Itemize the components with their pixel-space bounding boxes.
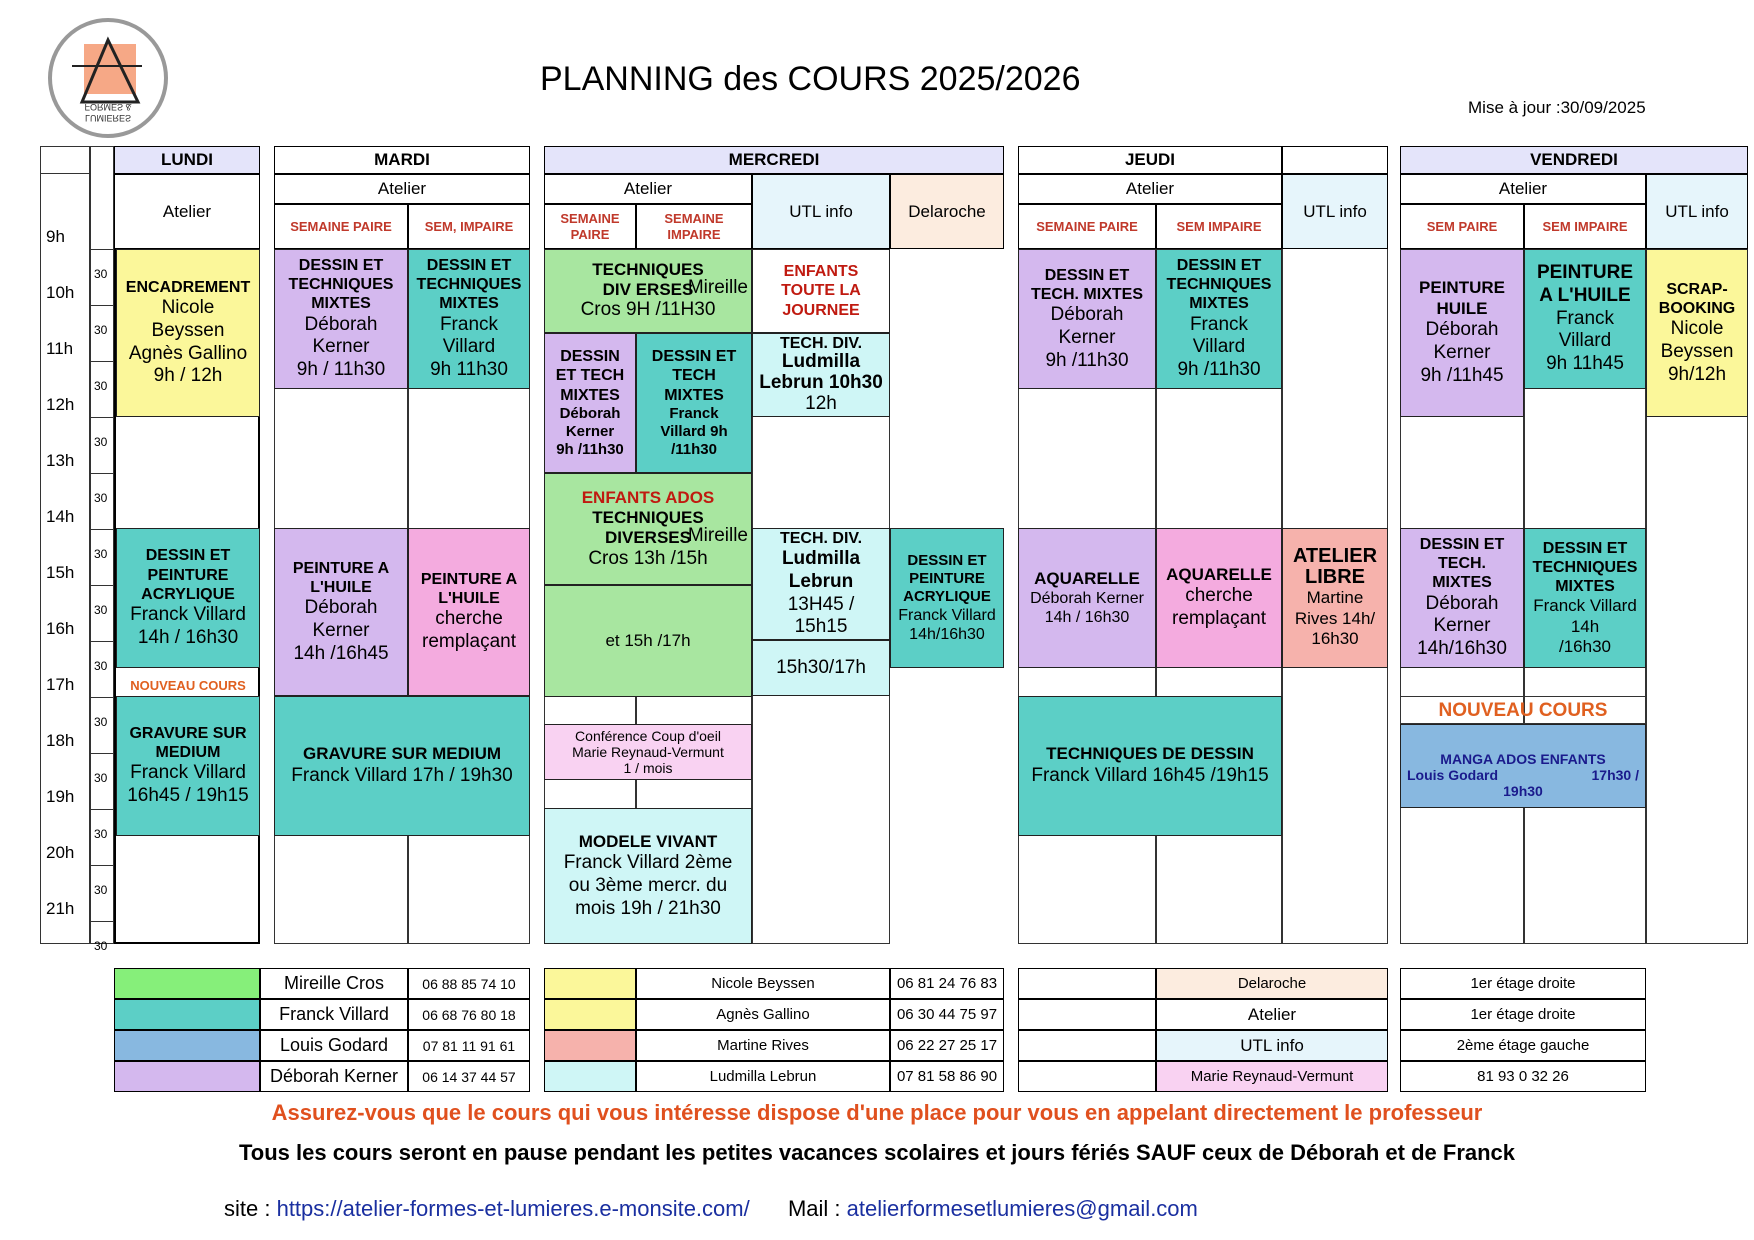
half-hour-label: 30	[94, 827, 108, 841]
footer-links	[224, 1196, 1198, 1222]
legend-phone: 06 14 37 44 57	[408, 1061, 530, 1092]
legend-room: Atelier	[1156, 999, 1388, 1030]
course-jeudi-dessin-paire[interactable]: DESSIN ET TECH. MIXTES Déborah Kerner 9h /11h30	[1018, 249, 1156, 389]
legend-phone: 06 30 44 75 97	[890, 999, 1004, 1030]
half-hour-label: 30	[94, 491, 108, 505]
legend-phone: 06 22 27 25 17	[890, 1030, 1004, 1061]
hour-tick	[90, 473, 114, 474]
course-vendredi-manga[interactable]	[1400, 724, 1646, 808]
legend-phone: 07 81 58 86 90	[890, 1061, 1004, 1092]
half-hour-label: 30	[94, 771, 108, 785]
legend-empty	[1018, 999, 1156, 1030]
hour-label: 15h	[46, 563, 75, 582]
legend-phone: 06 68 76 80 18	[408, 999, 530, 1030]
hour-label: 14h	[46, 507, 75, 526]
jeudi-sem-impaire: SEM IMPAIRE	[1156, 204, 1282, 249]
legend-color-swatch	[544, 999, 636, 1030]
manga-time-end: 19h30	[1503, 783, 1543, 799]
day-header-vendredi: VENDREDI	[1400, 146, 1748, 174]
course-mercredi-enfants-journee[interactable]: ENFANTS TOUTE LA JOURNEE	[752, 249, 890, 333]
lundi-nouveau-cours: NOUVEAU COURS	[130, 678, 246, 693]
legend-room: UTL info	[1156, 1030, 1388, 1061]
hour-tick	[90, 865, 114, 866]
half-hour-label: 30	[94, 883, 108, 897]
legend-teacher-name: Franck Villard	[260, 999, 408, 1030]
day-header-jeudi: JEUDI	[1018, 146, 1282, 174]
vendredi-atelier: Atelier	[1400, 174, 1646, 204]
hour-label: 9h	[46, 227, 65, 246]
legend-teacher-name: Louis Godard	[260, 1030, 408, 1061]
course-encadrement[interactable]: ENCADREMENT Nicole Beyssen Agnès Gallino 9h / 12h	[116, 249, 260, 417]
hour-tick	[90, 305, 114, 306]
course-lundi-dessin-acrylique[interactable]: DESSIN ET PEINTURE ACRYLIQUE Franck Villard 14h / 16h30	[116, 528, 260, 668]
vendredi-sem-impaire: SEM IMPAIRE	[1524, 204, 1646, 249]
update-date: Mise à jour :30/09/2025	[1468, 98, 1646, 117]
mercredi-semaine-paire: SEMAINE PAIRE	[544, 204, 636, 249]
site-link[interactable]: https://atelier-formes-et-lumieres.e-monsite.com/	[276, 1196, 750, 1221]
hour-tick	[90, 809, 114, 810]
lundi-atelier: Atelier	[114, 174, 260, 249]
day-header-mardi: MARDI	[274, 146, 530, 174]
legend-color-swatch	[114, 1030, 260, 1061]
course-mercredi-utl-1530[interactable]: 15h30/17h	[752, 640, 890, 696]
course-jeudi-atelier-libre[interactable]: ATELIER LIBRE Martine Rives 14h/ 16h30	[1282, 528, 1388, 668]
course-vendredi-huile-paire[interactable]: PEINTURE HUILE Déborah Kerner 9h /11h45	[1400, 249, 1524, 417]
logo-text-top: FORMES &	[84, 102, 132, 112]
hour-tick	[90, 529, 114, 530]
legend-room-location: 1er étage droite	[1400, 968, 1646, 999]
day-header-lundi: LUNDI	[114, 146, 260, 174]
time-axis-top	[40, 146, 90, 174]
manga-time: 17h30 /	[1591, 767, 1639, 783]
course-jeudi-aquarelle-impaire[interactable]: AQUARELLE cherche remplaçant	[1156, 528, 1282, 668]
half-hour-label: 30	[94, 603, 108, 617]
half-hour-label: 30	[94, 323, 108, 337]
legend-teacher-name: Martine Rives	[636, 1030, 890, 1061]
logo-text-bottom: LUMIERES	[84, 113, 131, 123]
hour-tick	[90, 753, 114, 754]
jeudi-utl-info: UTL info	[1282, 174, 1388, 249]
half-hour-label: 30	[94, 435, 108, 449]
course-mercredi-utl-tech-div-1[interactable]: TECH. DIV. Ludmilla Lebrun 10h30 12h	[752, 333, 890, 417]
mail-label: Mail :	[787, 1196, 847, 1221]
mercredi-utl-info: UTL info	[752, 174, 890, 249]
hour-tick	[90, 249, 114, 250]
hour-tick	[90, 361, 114, 362]
course-mardi-dessin-impaire[interactable]: DESSIN ET TECHNIQUES MIXTES Franck Villard 9h 11h30	[408, 249, 530, 389]
legend-teacher-name: Déborah Kerner	[260, 1061, 408, 1092]
legend-teacher-name: Ludmilla Lebrun	[636, 1061, 890, 1092]
legend-color-swatch	[544, 968, 636, 999]
course-jeudi-techniques-dessin[interactable]: TECHNIQUES DE DESSIN Franck Villard 16h45 /19h15	[1018, 696, 1282, 836]
half-hour-label: 30	[94, 267, 108, 281]
course-jeudi-dessin-impaire[interactable]: DESSIN ET TECHNIQUES MIXTES Franck Villard 9h /11h30	[1156, 249, 1282, 389]
half-hour-label: 30	[94, 939, 108, 953]
mardi-sem-impaire: SEM, IMPAIRE	[408, 204, 530, 249]
manga-teacher: Louis Godard	[1407, 767, 1498, 783]
hour-label: 13h	[46, 451, 75, 470]
mercredi-semaine-impaire: SEMAINE IMPAIRE	[636, 204, 752, 249]
jeudi-atelier: Atelier	[1018, 174, 1282, 204]
time-axis	[40, 146, 90, 944]
legend-phone: 06 88 85 74 10	[408, 968, 530, 999]
legend-room-location: 81 93 0 32 26	[1400, 1061, 1646, 1092]
half-hour-label: 30	[94, 547, 108, 561]
vendredi-utl-info: UTL info	[1646, 174, 1748, 249]
legend-teacher-name: Nicole Beyssen	[636, 968, 890, 999]
jeudi-utl-header	[1282, 146, 1388, 174]
legend-phone: 07 81 11 91 61	[408, 1030, 530, 1061]
legend-color-swatch	[544, 1061, 636, 1092]
half-hour-label: 30	[94, 715, 108, 729]
manga-title: MANGA ADOS ENFANTS	[1440, 751, 1606, 767]
hour-label: 10h	[46, 283, 75, 302]
legend-room-location: 2ème étage gauche	[1400, 1030, 1646, 1061]
course-vendredi-scrapbooking[interactable]: SCRAP- BOOKING Nicole Beyssen 9h/12h	[1646, 249, 1748, 417]
course-mardi-huile-impaire[interactable]: PEINTURE A L'HUILE cherche remplaçant	[408, 528, 530, 696]
hour-label: 21h	[46, 899, 75, 918]
legend-teacher-name: Agnès Gallino	[636, 999, 890, 1030]
legend-phone: 06 81 24 76 83	[890, 968, 1004, 999]
course-mardi-huile-paire[interactable]: PEINTURE A L'HUILE Déborah Kerner 14h /16h45	[274, 528, 408, 696]
legend-room-location: 1er étage droite	[1400, 999, 1646, 1030]
hour-label: 12h	[46, 395, 75, 414]
legend-teacher-name: Mireille Cros	[260, 968, 408, 999]
legend-color-swatch	[114, 1061, 260, 1092]
hour-label: 20h	[46, 843, 75, 862]
legend-room: Delaroche	[1156, 968, 1388, 999]
course-vendredi-huile-impaire[interactable]: PEINTURE A L'HUILE Franck Villard 9h 11h45	[1524, 249, 1646, 389]
hour-label: 17h	[46, 675, 75, 694]
legend-empty	[1018, 968, 1156, 999]
course-mercredi-conference[interactable]: Conférence Coup d'oeil Marie Reynaud-Vermunt 1 / mois	[544, 724, 752, 780]
hour-tick	[90, 921, 114, 922]
mail-link[interactable]: atelierformesetlumieres@gmail.com	[846, 1196, 1198, 1221]
legend-color-swatch	[114, 968, 260, 999]
course-mardi-gravure[interactable]: GRAVURE SUR MEDIUM Franck Villard 17h / 19h30	[274, 696, 530, 836]
vendredi-nouveau-cours: NOUVEAU COURS	[1400, 696, 1646, 724]
legend-room: Marie Reynaud-Vermunt	[1156, 1061, 1388, 1092]
course-lundi-gravure[interactable]: GRAVURE SUR MEDIUM Franck Villard 16h45 / 19h15	[116, 696, 260, 836]
half-hour-label: 30	[94, 379, 108, 393]
mercredi-delaroche: Delaroche	[890, 174, 1004, 249]
course-mercredi-delaroche-acrylique[interactable]: DESSIN ET PEINTURE ACRYLIQUE Franck Villard 14h/16h30	[890, 528, 1004, 668]
course-vendredi-dessin-impaire[interactable]: DESSIN ET TECHNIQUES MIXTES Franck Villard 14h /16h30	[1524, 528, 1646, 668]
day-header-mercredi: MERCREDI	[544, 146, 1004, 174]
course-mercredi-dessin-paire[interactable]: DESSIN ET TECH MIXTES Déborah Kerner 9h /11h30	[544, 333, 636, 473]
hour-tick	[90, 641, 114, 642]
legend-empty	[1018, 1061, 1156, 1092]
hour-tick	[90, 417, 114, 418]
course-mercredi-tech-diverses[interactable]: TECHNIQUES DIV ERSES Mireille Cros 9H /11H30	[544, 249, 752, 333]
course-jeudi-aquarelle-paire[interactable]: AQUARELLE Déborah Kerner 14h / 16h30	[1018, 528, 1156, 668]
course-mardi-dessin-paire[interactable]: DESSIN ET TECHNIQUES MIXTES Déborah Kerner 9h / 11h30	[274, 249, 408, 389]
course-mercredi-modele-vivant[interactable]: MODELE VIVANT Franck Villard 2ème ou 3ème mercr. du mois 19h / 21h30	[544, 808, 752, 944]
site-label: site :	[224, 1196, 277, 1221]
legend-color-swatch	[114, 999, 260, 1030]
mardi-atelier: Atelier	[274, 174, 530, 204]
logo	[48, 18, 168, 138]
mercredi-atelier: Atelier	[544, 174, 752, 204]
footer-pause: Tous les cours seront en pause pendant les petites vacances scolaires et jours fériés SAUF ceux de Déborah et de Franck	[238, 1140, 1516, 1165]
half-hour-label: 30	[94, 659, 108, 673]
course-mercredi-utl-tech-div-2[interactable]: TECH. DIV. Ludmilla Lebrun 13H45 / 15h15	[752, 528, 890, 640]
hour-tick	[90, 585, 114, 586]
course-mercredi-15h-17h[interactable]: et 15h /17h	[544, 585, 752, 697]
jeudi-semaine-paire: SEMAINE PAIRE	[1018, 204, 1156, 249]
hour-tick	[90, 697, 114, 698]
footer-warning: Assurez-vous que le cours qui vous intéresse dispose d'une place pour vous en appelant directement le professeur	[271, 1100, 1483, 1125]
hour-label: 11h	[46, 339, 74, 358]
course-mercredi-dessin-impaire[interactable]: DESSIN ET TECH MIXTES Franck Villard 9h /11h30	[636, 333, 752, 473]
hour-label: 16h	[46, 619, 75, 638]
hour-label: 19h	[46, 787, 75, 806]
half-axis	[90, 146, 114, 944]
legend-empty	[1018, 1030, 1156, 1061]
vendredi-sem-paire: SEM PAIRE	[1400, 204, 1524, 249]
hour-label: 18h	[46, 731, 75, 750]
mardi-semaine-paire: SEMAINE PAIRE	[274, 204, 408, 249]
legend-color-swatch	[544, 1030, 636, 1061]
course-mercredi-enfants-ados[interactable]: ENFANTS ADOS TECHNIQUES DIVERSES Mireille Cros 13h /15h	[544, 473, 752, 585]
page-title: PLANNING des COURS 2025/2026	[540, 60, 1081, 98]
course-vendredi-dessin-paire[interactable]: DESSIN ET TECH. MIXTES Déborah Kerner 14h/16h30	[1400, 528, 1524, 668]
